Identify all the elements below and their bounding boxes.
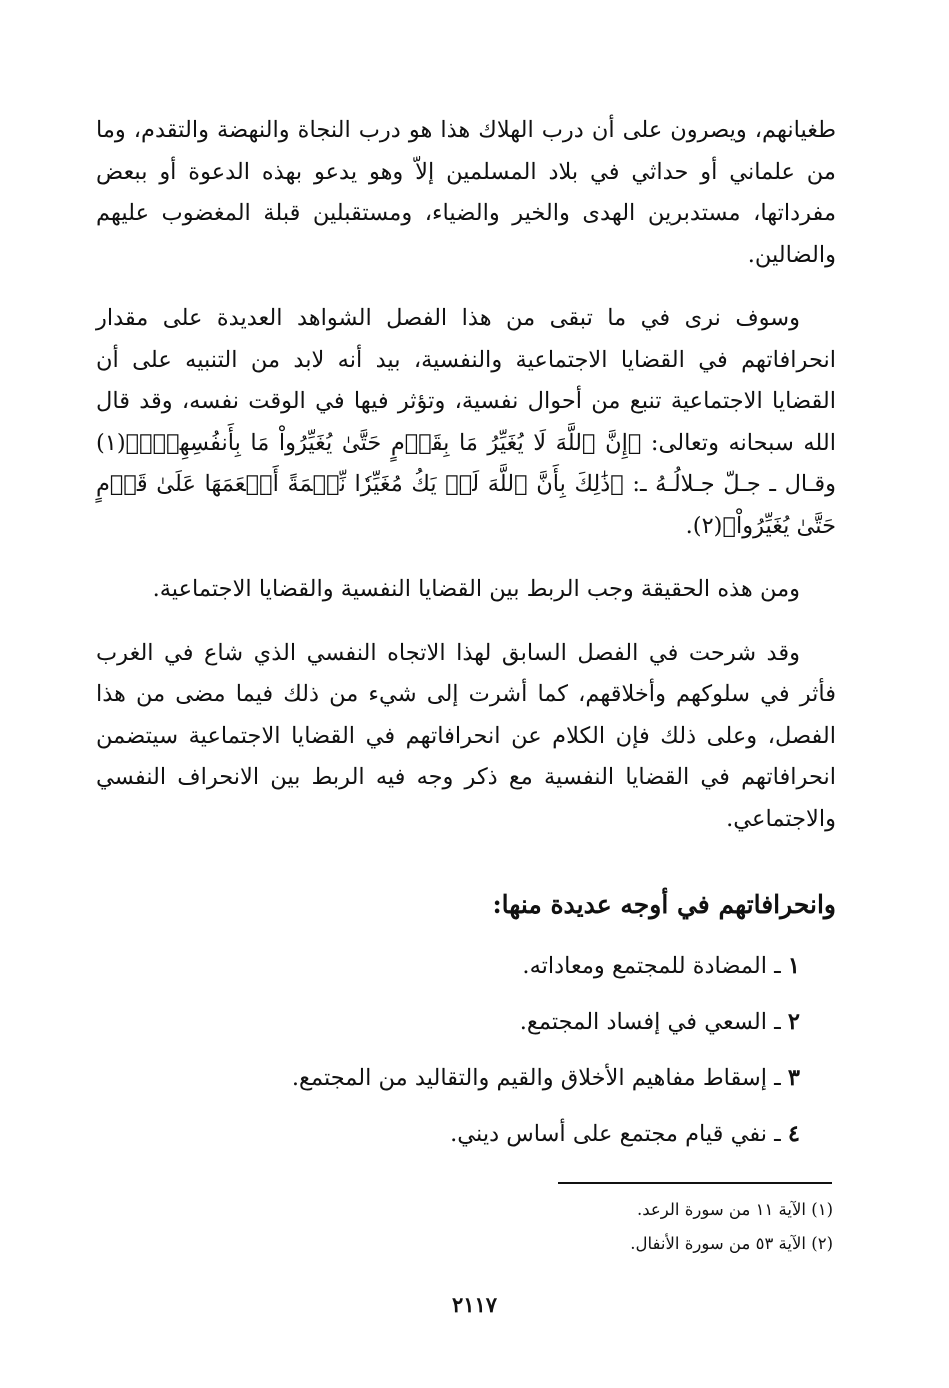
footnote-1: (١) الآية ١١ من سورة الرعد. — [637, 1200, 833, 1219]
list-item-number: ٤ — [787, 1121, 800, 1147]
list-item — [96, 1106, 800, 1162]
list-item-number: ٢ — [787, 1009, 800, 1035]
list-item-number: ٣ — [787, 1065, 800, 1091]
list-item-number: ١ — [787, 953, 800, 979]
list-item — [96, 1050, 800, 1106]
list-item-text: ـ السعي في إفساد المجتمع. — [519, 1009, 781, 1035]
list-item — [96, 938, 800, 994]
list-item-text: ـ المضادة للمجتمع ومعاداته. — [522, 953, 781, 979]
list-item-text: ـ إسقاط مفاهيم الأخلاق والقيم والتقاليد من المجتمع. — [291, 1065, 781, 1091]
footnotes — [630, 1193, 833, 1261]
paragraph-1: طغيانهم، ويصرون على أن درب الهلاك هذا هو درب النجاة والنهضة والتقدم، وما من علماني أو حداثي في بلاد المسلمين إلاّ وهو يدعو بهذه الدعوة أو ببعض مفرداتها، مستدبرين الهدى والخير والضياء، ومستقبلين قبلة المغضوب عليهم والضالين. — [96, 117, 836, 268]
footnote-divider — [558, 1182, 832, 1184]
body-text — [96, 110, 836, 1162]
page-number: ٢١١٧ — [451, 1292, 498, 1317]
list-item-text: ـ نفي قيام مجتمع على أساس ديني. — [450, 1121, 781, 1147]
section-heading: وانحرافاتهم في أوجه عديدة منها: — [492, 890, 836, 919]
footnote-2: (٢) الآية ٥٣ من سورة الأنفال. — [630, 1234, 833, 1253]
list-item — [96, 994, 800, 1050]
deviations-list — [96, 938, 836, 1162]
paragraph-2: وسوف نرى في ما تبقى من هذا الفصل الشواهد العديدة على مقدار انحرافاتهم في القضايا الاجتماعية والنفسية، بيد أنه لابد من التنبيه على أن القضايا الاجتماعية تنبع من أحوال نفسية، وتؤثر فيها في الوقت نفسه، وقد قال الله سبحانه وتعالى: ﴿إِنَّ ٱللَّهَ لَا يُغَيِّرُ مَا بِقَوۡمٍ حَتَّىٰ يُغَيِّرُواْ مَا بِأَنفُسِهِمۡۗ﴾(١) وقـال ـ جـلّ جـلالُـهُ ـ: ﴿ذَٰلِكَ بِأَنَّ ٱللَّهَ لَمۡ يَكُ مُغَيِّرٗا نِّعۡمَةً أَنۡعَمَهَا عَلَىٰ قَوۡمٍ حَتَّىٰ يُغَيِّرُواْ﴾(٢). — [96, 305, 836, 539]
paragraph-4: وقد شرحت في الفصل السابق لهذا الاتجاه النفسي الذي شاع في الغرب فأثر في سلوكهم وأخلاقهم، كما أشرت إلى شيء من ذلك فيما مضى من هذا الفصل، وعلى ذلك فإن الكلام عن انحرافاتهم في القضايا الاجتماعية سيتضمن انحرافاتهم في القضايا النفسية مع ذكر وجه فيه الربط بين الانحراف النفسي والاجتماعي. — [96, 639, 836, 832]
paragraph-3: ومن هذه الحقيقة وجب الربط بين القضايا النفسية والقضايا الاجتماعية. — [152, 576, 800, 602]
